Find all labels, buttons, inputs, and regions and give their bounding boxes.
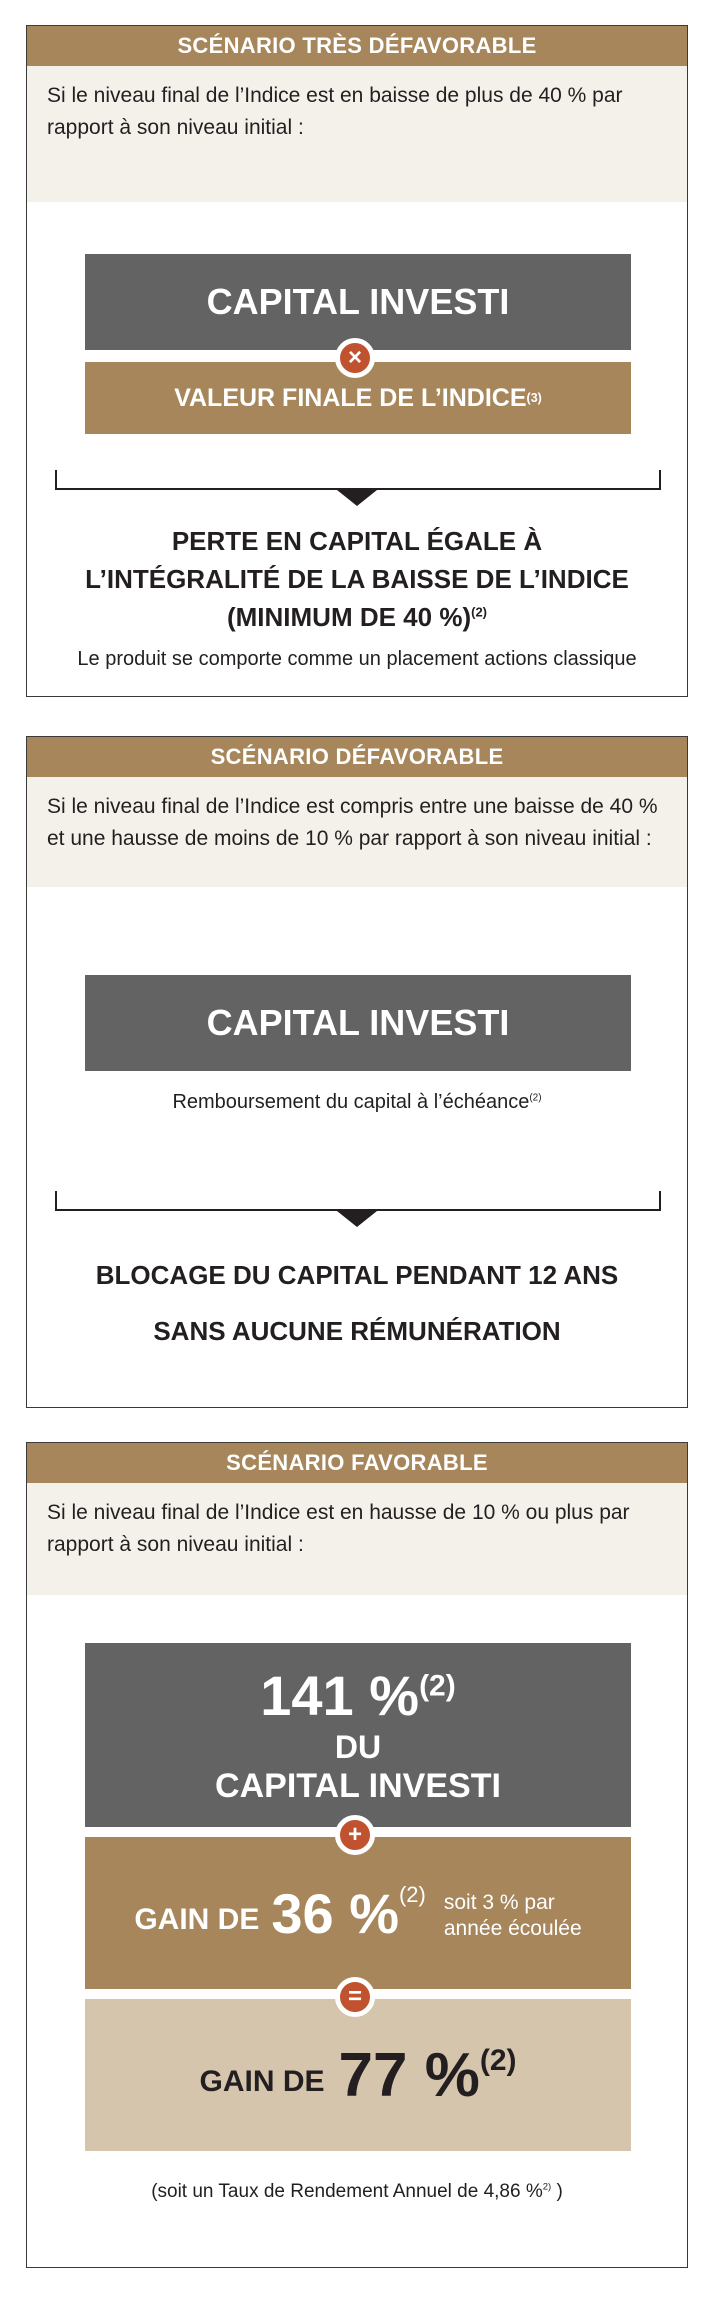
scenario-footnote: Le produit se comporte comme un placement actions classique [77,648,637,670]
valeur-finale-label: VALEUR FINALE DE L’INDICE [174,383,527,412]
capital-investi-label: CAPITAL INVESTI [206,1002,510,1043]
capital-investi-box [85,254,631,350]
result-line-2: L’INTÉGRALITÉ DE LA BAISSE DE L’INDICE [85,564,629,594]
bracket [55,470,661,490]
result-line-1: PERTE EN CAPITAL ÉGALE À [171,526,543,556]
plus-icon: + [335,1815,375,1855]
scenario-title: SCÉNARIO DÉFAVORABLE [27,737,687,777]
result-line-1: BLOCAGE DU CAPITAL PENDANT 12 ANS [95,1260,619,1290]
gain-36-side [444,1890,582,1942]
taux-rendement-note: (soit un Taux de Rendement Annuel de 4,86 %$^{2)}$ ) [151,2181,563,2202]
down-arrow-icon [337,1211,377,1227]
bracket [55,1191,661,1211]
taux-note: 2) [542,2181,552,2193]
capital-141-du: DU [334,1729,382,1765]
gain-36-box: GAIN DE 36 % $^{(2)}$ soit 3 % par année écoulée [85,1837,631,1989]
scenario-title: SCÉNARIO FAVORABLE [27,1443,687,1483]
scenario-intro [27,777,687,887]
remboursement-note: (2) [529,1092,542,1104]
result-line-3: (MINIMUM DE 40 %)$^{(2)}$ [226,602,487,632]
gain-36-value: 36 % [271,1881,399,1945]
scenario-intro [27,66,687,202]
gain-36-side-line2: année écoulée [443,1917,582,1940]
scenario-title: SCÉNARIO TRÈS DÉFAVORABLE [27,26,687,66]
valeur-finale-box: VALEUR FINALE DE L’INDICE (3) [85,362,631,434]
multiply-icon: × [335,338,375,378]
remboursement-text: Remboursement du capital à l’échéance$^{(2)}$ [172,1091,542,1113]
equals-icon: = [335,1977,375,2017]
gain-77-box: GAIN DE 77 % $^{(2)}$ [85,1999,631,2151]
result-note: (2) [471,604,487,620]
scenario-result [27,522,687,636]
down-arrow-icon [337,490,377,506]
result-line-2: SANS AUCUNE RÉMUNÉRATION [153,1316,561,1346]
scenario-defavorable [26,736,688,1408]
gain-36-side-line1: soit 3 % par [443,1891,555,1914]
capital-141-value: 141 %$^{(2)}$ [260,1664,456,1727]
capital-141-note: (2) [419,1669,456,1703]
scenario-intro-text: Si le niveau final de l’Indice est en baisse de plus de 40 % par rapport à son niveau initial : [47,84,623,139]
capital-141-label: CAPITAL INVESTI [215,1767,501,1805]
scenario-intro-text: Si le niveau final de l’Indice est compris entre une baisse de 40 % et une hausse de moins de 10 % par rapport à son niveau initial : [47,795,658,850]
scenario-intro-text: Si le niveau final de l’Indice est en hausse de 10 % ou plus par rapport à son niveau initial : [47,1501,630,1556]
capital-141-box [85,1643,631,1827]
capital-investi-box [85,975,631,1071]
gain-77-value: 77 % [338,2040,480,2110]
scenario-result [27,1247,687,1359]
gain-36-prefix: GAIN DE [134,1903,260,1936]
scenario-favorable [26,1442,688,2268]
scenario-tres-defavorable [26,25,688,697]
gain-77-prefix: GAIN DE [199,2065,325,2098]
scenario-intro [27,1483,687,1595]
capital-investi-label: CAPITAL INVESTI [206,281,510,322]
